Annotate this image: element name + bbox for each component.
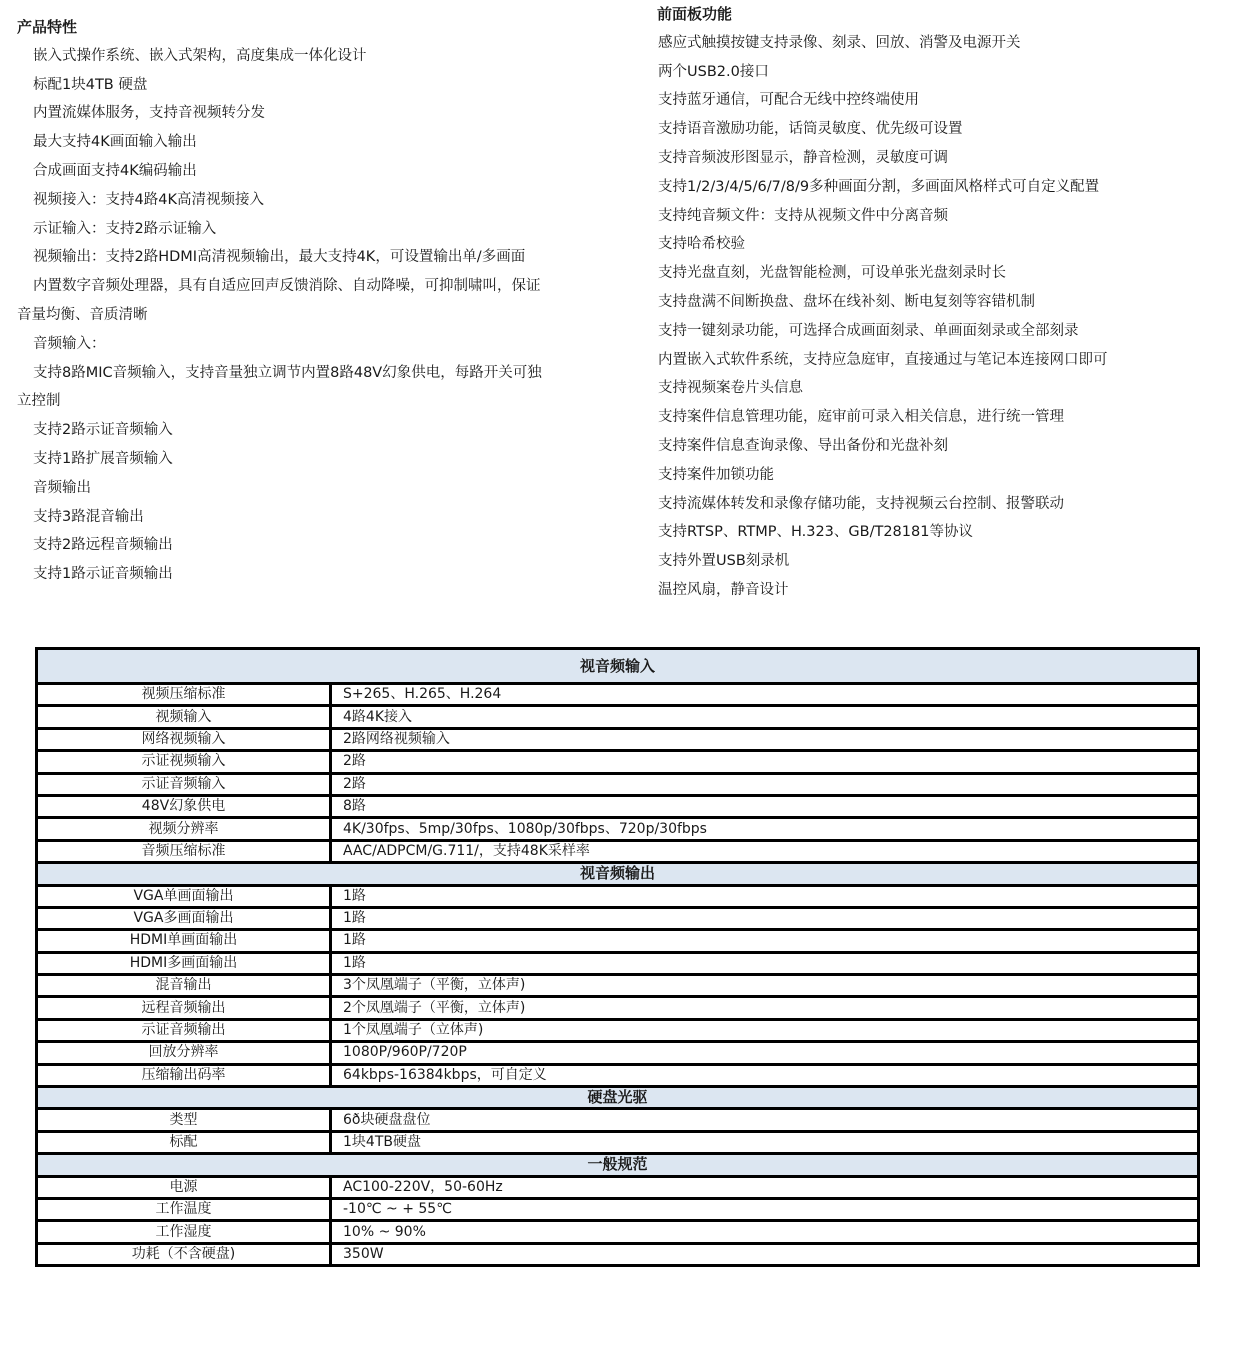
spec-table bbox=[35, 647, 1200, 1267]
spec-value: 1路 bbox=[331, 885, 1199, 907]
spec-key: VGA多画面输出 bbox=[37, 907, 331, 929]
spec-value: 8路 bbox=[331, 795, 1199, 817]
spec-key: 视频输入 bbox=[37, 706, 331, 728]
spec-key: 混音输出 bbox=[37, 975, 331, 997]
section-header-row bbox=[37, 1154, 1199, 1176]
front-panel-line: 支持案件加锁功能 bbox=[658, 466, 774, 483]
spec-key: 网络视频输入 bbox=[37, 728, 331, 750]
feature-line: 支持2路远程音频输出 bbox=[33, 537, 173, 554]
spec-key: 电源 bbox=[37, 1176, 331, 1198]
front-panel-line: 支持光盘直刻，光盘智能检测，可设单张光盘刻录时长 bbox=[658, 265, 1006, 282]
spec-value: 2路 bbox=[331, 751, 1199, 773]
feature-line: 支持1路扩展音频输入 bbox=[33, 450, 173, 467]
table-row bbox=[37, 751, 1199, 773]
feature-line: 视频接入：支持4路4K高清视频接入 bbox=[33, 191, 264, 208]
feature-line: 音量均衡、音质清晰 bbox=[17, 306, 148, 323]
table-row bbox=[37, 975, 1199, 997]
spec-value: 2个凤凰端子（平衡，立体声) bbox=[331, 997, 1199, 1019]
front-panel-line: 支持一键刻录功能，可选择合成画面刻录、单画面刻录或全部刻录 bbox=[658, 322, 1079, 339]
section-header-row bbox=[37, 649, 1199, 684]
spec-key: 示证视频输入 bbox=[37, 751, 331, 773]
feature-line: 内置流媒体服务，支持音视频转分发 bbox=[33, 105, 265, 122]
features-list bbox=[17, 42, 617, 589]
spec-key: 视频分辨率 bbox=[37, 818, 331, 840]
feature-line: 支持2路示证音频输入 bbox=[33, 422, 173, 439]
spec-value: 10% ~ 90% bbox=[331, 1221, 1199, 1243]
section-header: 一般规范 bbox=[37, 1154, 1199, 1176]
spec-value: AAC/ADPCM/G.711/，支持48K采样率 bbox=[331, 840, 1199, 862]
table-row bbox=[37, 795, 1199, 817]
feature-line: 音频输出 bbox=[33, 479, 91, 496]
table-row bbox=[37, 1176, 1199, 1198]
spec-key: 类型 bbox=[37, 1109, 331, 1131]
spec-key: VGA单画面输出 bbox=[37, 885, 331, 907]
spec-value: 4K/30fps、5mp/30fps、1080p/30fbps、720p/30fbps bbox=[331, 818, 1199, 840]
section-header: 硬盘光驱 bbox=[37, 1087, 1199, 1109]
table-row bbox=[37, 930, 1199, 952]
feature-line: 嵌入式操作系统、嵌入式架构，高度集成一体化设计 bbox=[33, 47, 367, 64]
spec-value: AC100-220V，50-60Hz bbox=[331, 1176, 1199, 1198]
spec-value: 1路 bbox=[331, 952, 1199, 974]
table-row bbox=[37, 1221, 1199, 1243]
spec-key: HDMI单画面输出 bbox=[37, 930, 331, 952]
table-row bbox=[37, 840, 1199, 862]
table-row bbox=[37, 1198, 1199, 1220]
feature-line: 最大支持4K画面输入输出 bbox=[33, 134, 197, 151]
table-row bbox=[37, 773, 1199, 795]
spec-key: 视频压缩标准 bbox=[37, 684, 331, 706]
front-panel-line: 感应式触摸按键支持录像、刻录、回放、消警及电源开关 bbox=[658, 34, 1021, 51]
spec-key: HDMI多画面输出 bbox=[37, 952, 331, 974]
table-row bbox=[37, 1064, 1199, 1086]
front-panel-line: 支持视频案卷片头信息 bbox=[658, 380, 803, 397]
front-panel-line: 支持纯音频文件：支持从视频文件中分离音频 bbox=[658, 207, 948, 224]
table-row bbox=[37, 997, 1199, 1019]
spec-value: 1080P/960P/720P bbox=[331, 1042, 1199, 1064]
feature-line: 音频输入： bbox=[33, 335, 106, 352]
spec-value: -10℃ ~ + 55℃ bbox=[331, 1198, 1199, 1220]
front-panel-line: 支持蓝牙通信，可配合无线中控终端使用 bbox=[658, 92, 919, 109]
front-panel-line: 支持案件信息管理功能，庭审前可录入相关信息，进行统一管理 bbox=[658, 409, 1064, 426]
spec-value: 1路 bbox=[331, 907, 1199, 929]
front-panel-line: 支持流媒体转发和录像存储功能，支持视频云台控制、报警联动 bbox=[658, 495, 1064, 512]
spec-key: 工作温度 bbox=[37, 1198, 331, 1220]
table-row bbox=[37, 684, 1199, 706]
section-header-row bbox=[37, 1087, 1199, 1109]
spec-key: 示证音频输出 bbox=[37, 1019, 331, 1041]
feature-line: 支持8路MIC音频输入，支持音量独立调节内置8路48V幻象供电，每路开关可独 bbox=[33, 364, 542, 381]
feature-line: 立控制 bbox=[17, 393, 61, 410]
spec-key: 回放分辨率 bbox=[37, 1042, 331, 1064]
table-row bbox=[37, 1131, 1199, 1153]
spec-value: 4路4K接入 bbox=[331, 706, 1199, 728]
front-panel-line: 支持语音激励功能，话筒灵敏度、优先级可设置 bbox=[658, 121, 963, 138]
front-panel-line: 内置嵌入式软件系统，支持应急庭审，直接通过与笔记本连接网口即可 bbox=[658, 351, 1108, 368]
spec-value: 350W bbox=[331, 1243, 1199, 1265]
feature-line: 标配1块4TB 硬盘 bbox=[33, 76, 148, 93]
front-panel-title: 前面板功能 bbox=[657, 5, 733, 23]
spec-value: 1个凤凰端子（立体声) bbox=[331, 1019, 1199, 1041]
spec-key: 远程音频输出 bbox=[37, 997, 331, 1019]
table-row bbox=[37, 706, 1199, 728]
feature-line: 支持3路混音输出 bbox=[33, 508, 144, 525]
spec-key: 音频压缩标准 bbox=[37, 840, 331, 862]
table-row bbox=[37, 885, 1199, 907]
front-panel-line: 温控风扇，静音设计 bbox=[658, 581, 789, 598]
front-panel-line: 支持盘满不间断换盘、盘坏在线补刻、断电复刻等容错机制 bbox=[658, 293, 1035, 310]
spec-key: 压缩输出码率 bbox=[37, 1064, 331, 1086]
front-panel-line: 支持哈希校验 bbox=[658, 236, 745, 253]
section-header-row bbox=[37, 863, 1199, 885]
front-panel-list bbox=[657, 29, 1247, 605]
spec-value: 2路网络视频输入 bbox=[331, 728, 1199, 750]
spec-value: 64kbps-16384kbps，可自定义 bbox=[331, 1064, 1199, 1086]
table-row bbox=[37, 907, 1199, 929]
spec-key: 示证音频输入 bbox=[37, 773, 331, 795]
table-row bbox=[37, 1019, 1199, 1041]
table-row bbox=[37, 1109, 1199, 1131]
table-row bbox=[37, 1243, 1199, 1265]
table-row bbox=[37, 728, 1199, 750]
spec-value: S+265、H.265、H.264 bbox=[331, 684, 1199, 706]
spec-value: 6ð块硬盘盘位 bbox=[331, 1109, 1199, 1131]
feature-line: 合成画面支持4K编码输出 bbox=[33, 162, 197, 179]
table-row bbox=[37, 952, 1199, 974]
features-title: 产品特性 bbox=[17, 18, 78, 36]
table-row bbox=[37, 818, 1199, 840]
spec-value: 1路 bbox=[331, 930, 1199, 952]
spec-key: 功耗（不含硬盘) bbox=[37, 1243, 331, 1265]
spec-key: 48V幻象供电 bbox=[37, 795, 331, 817]
section-header: 视音频输出 bbox=[37, 863, 1199, 885]
spec-value: 1块4TB硬盘 bbox=[331, 1131, 1199, 1153]
feature-line: 视频输出：支持2路HDMI高清视频输出，最大支持4K，可设置输出单/多画面 bbox=[33, 249, 526, 266]
spec-value: 2路 bbox=[331, 773, 1199, 795]
feature-line: 支持1路示证音频输出 bbox=[33, 566, 173, 583]
feature-line: 内置数字音频处理器，具有自适应回声反馈消除、自动降噪，可抑制啸叫，保证 bbox=[33, 278, 541, 295]
front-panel-line: 支持音频波形图显示，静音检测，灵敏度可调 bbox=[658, 149, 948, 166]
front-panel-line: 支持RTSP、RTMP、H.323、GB/T28181等协议 bbox=[658, 524, 973, 541]
spec-key: 工作湿度 bbox=[37, 1221, 331, 1243]
section-header: 视音频输入 bbox=[37, 649, 1199, 684]
spec-value: 3个凤凰端子（平衡，立体声) bbox=[331, 975, 1199, 997]
spec-key: 标配 bbox=[37, 1131, 331, 1153]
front-panel-line: 支持外置USB刻录机 bbox=[658, 553, 790, 570]
table-row bbox=[37, 1042, 1199, 1064]
front-panel-functions bbox=[657, 0, 1247, 605]
product-features bbox=[17, 13, 617, 589]
front-panel-line: 两个USB2.0接口 bbox=[658, 63, 769, 80]
front-panel-line: 支持1/2/3/4/5/6/7/8/9多种画面分割，多画面风格样式可自定义配置 bbox=[658, 178, 1100, 195]
front-panel-line: 支持案件信息查询录像、导出备份和光盘补刻 bbox=[658, 437, 948, 454]
feature-line: 示证输入：支持2路示证输入 bbox=[33, 220, 217, 237]
